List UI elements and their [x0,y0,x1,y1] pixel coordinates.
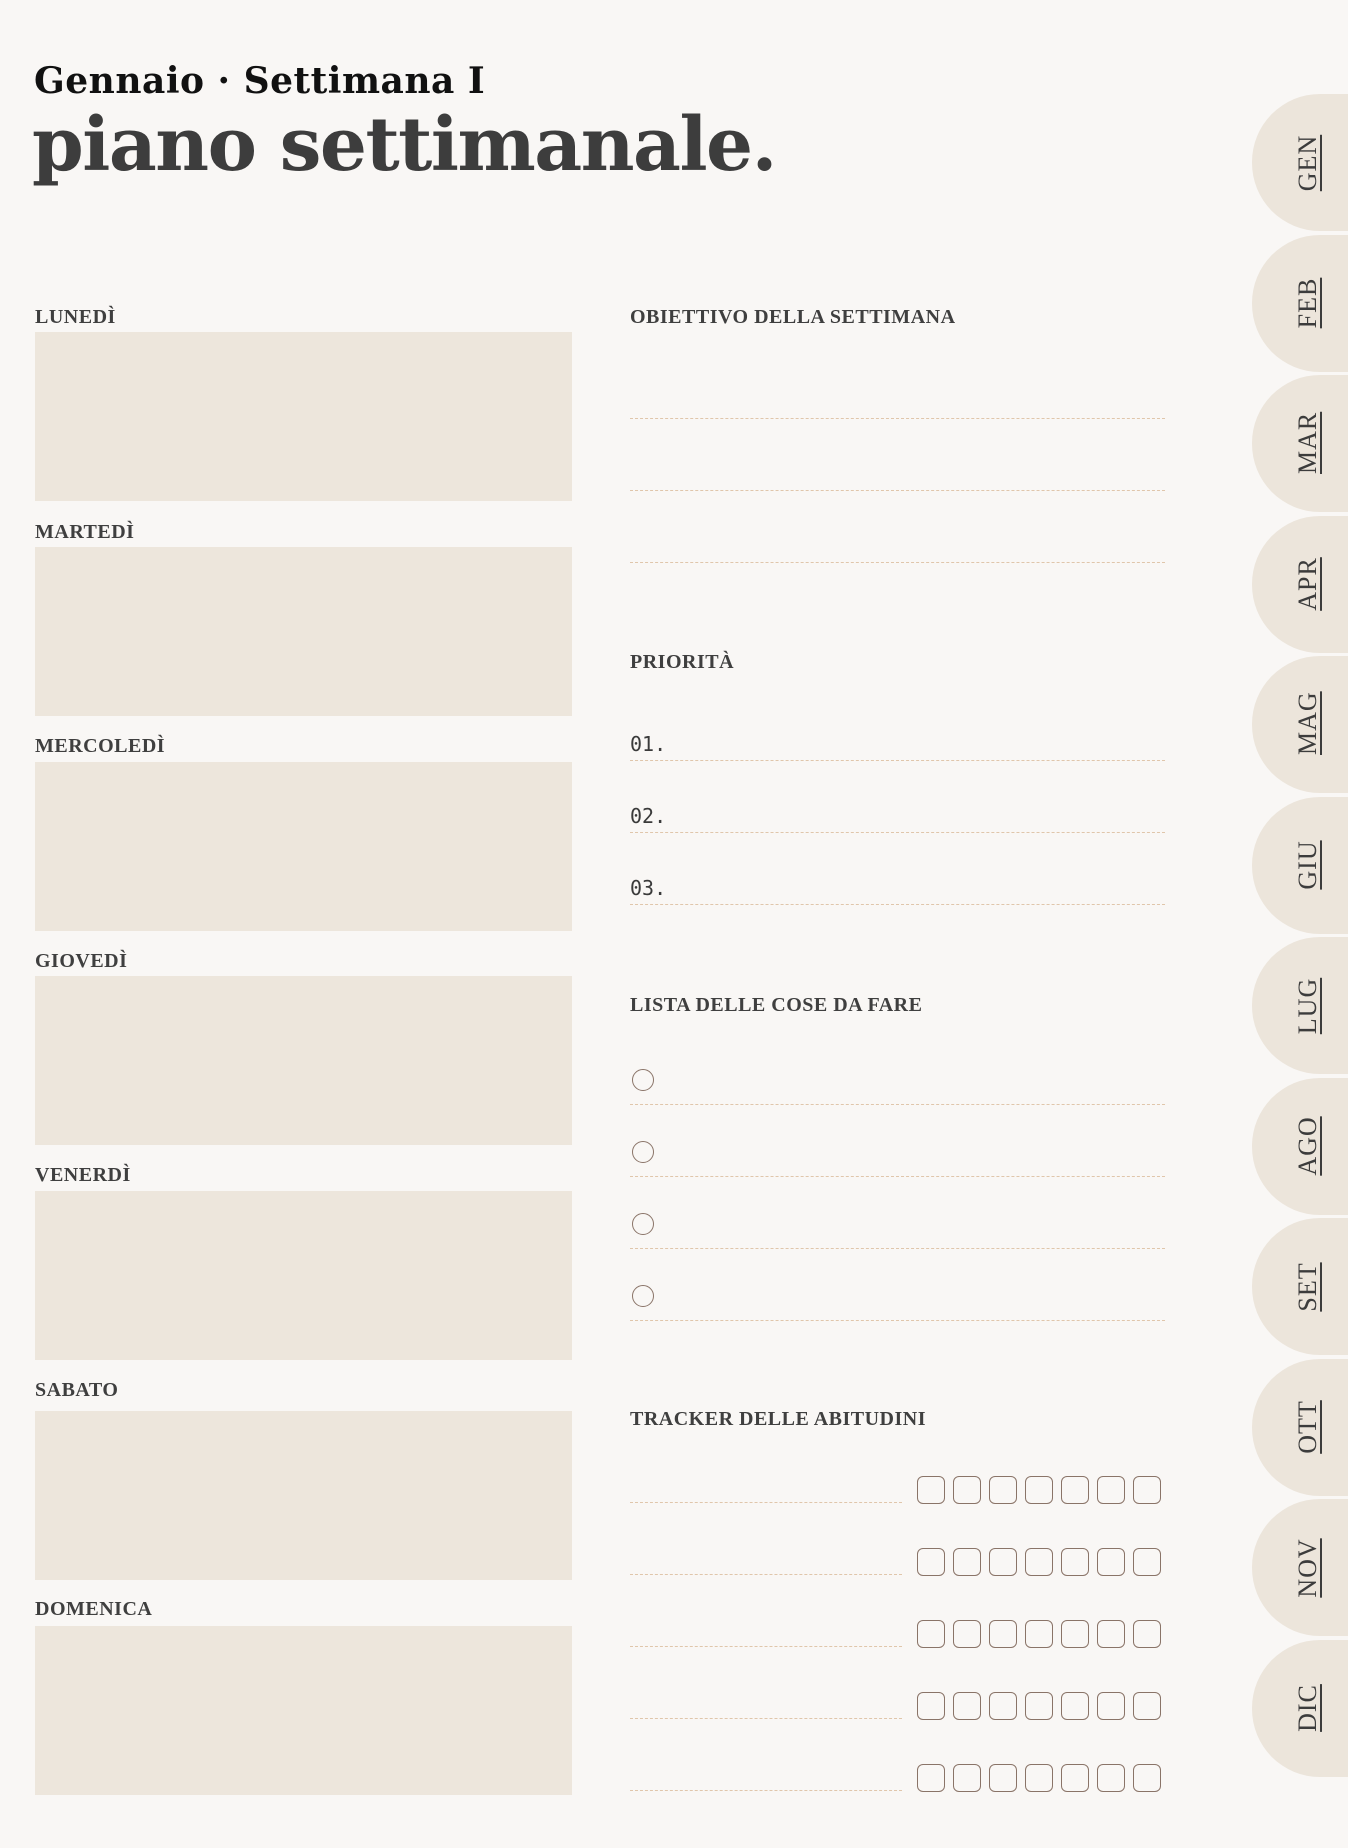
habit-checkbox[interactable] [1133,1476,1161,1504]
priority-line[interactable] [630,832,1165,833]
month-tab-set[interactable] [1252,1218,1348,1355]
habit-checkbox[interactable] [1061,1476,1089,1504]
todo-line[interactable] [630,1176,1165,1177]
habit-checkbox[interactable] [1097,1476,1125,1504]
habit-checkbox[interactable] [1061,1548,1089,1576]
month-tab-mag[interactable] [1252,656,1348,793]
todo-checkbox[interactable] [632,1141,654,1163]
habit-checkbox[interactable] [917,1764,945,1792]
day-notes-box[interactable] [35,976,572,1145]
goal-line[interactable] [630,490,1165,491]
todo-line[interactable] [630,1248,1165,1249]
day-notes-box[interactable] [35,1626,572,1795]
priority-number: 03. [630,876,667,900]
priorities-label: PRIORITÀ [630,651,735,673]
habit-name-line[interactable] [630,1790,902,1791]
priority-number: 02. [630,804,667,828]
month-tab-label: SET [1293,1261,1322,1312]
month-tab-ott[interactable] [1252,1359,1348,1496]
habit-checkbox[interactable] [953,1764,981,1792]
habit-checkbox[interactable] [1025,1620,1053,1648]
habit-checkbox-row [917,1548,1161,1576]
habit-checkbox[interactable] [917,1476,945,1504]
habit-checkbox[interactable] [953,1548,981,1576]
habit-name-line[interactable] [630,1502,902,1503]
day-label: LUNEDÌ [35,306,116,328]
page-subtitle: Gennaio · Settimana I [34,60,486,102]
habit-tracker-label: TRACKER DELLE ABITUDINI [630,1408,927,1430]
habit-checkbox[interactable] [1025,1476,1053,1504]
month-tab-label: FEB [1293,277,1322,329]
day-label: VENERDÌ [35,1164,131,1186]
month-tab-label: MAR [1293,411,1322,474]
habit-checkbox-row [917,1764,1161,1792]
month-tab-nov[interactable] [1252,1499,1348,1636]
habit-checkbox[interactable] [917,1692,945,1720]
habit-checkbox[interactable] [953,1620,981,1648]
day-notes-box[interactable] [35,547,572,716]
day-label: MARTEDÌ [35,521,135,543]
habit-checkbox[interactable] [953,1692,981,1720]
month-tab-feb[interactable] [1252,235,1348,372]
todo-checkbox[interactable] [632,1069,654,1091]
priority-line[interactable] [630,904,1165,905]
habit-name-line[interactable] [630,1574,902,1575]
habit-checkbox-row [917,1620,1161,1648]
habit-checkbox[interactable] [917,1620,945,1648]
habit-checkbox[interactable] [1097,1692,1125,1720]
todo-checkbox[interactable] [632,1213,654,1235]
todo-line[interactable] [630,1320,1165,1321]
month-tab-ago[interactable] [1252,1078,1348,1215]
habit-checkbox[interactable] [1133,1620,1161,1648]
month-tab-lug[interactable] [1252,937,1348,1074]
day-label: DOMENICA [35,1598,153,1620]
todo-checkbox[interactable] [632,1285,654,1307]
month-tab-label: AGO [1293,1116,1322,1176]
habit-checkbox[interactable] [1061,1692,1089,1720]
todo-line[interactable] [630,1104,1165,1105]
habit-name-line[interactable] [630,1718,902,1719]
habit-checkbox[interactable] [989,1620,1017,1648]
day-notes-box[interactable] [35,332,572,501]
habit-checkbox[interactable] [1025,1548,1053,1576]
habit-checkbox-row [917,1476,1161,1504]
day-notes-box[interactable] [35,1411,572,1580]
month-tab-label: DIC [1293,1684,1322,1732]
habit-checkbox[interactable] [917,1548,945,1576]
habit-checkbox[interactable] [1133,1548,1161,1576]
month-tab-dic[interactable] [1252,1640,1348,1777]
month-tab-label: LUG [1293,977,1322,1034]
habit-checkbox[interactable] [1133,1692,1161,1720]
goal-line[interactable] [630,418,1165,419]
habit-checkbox[interactable] [1061,1764,1089,1792]
habit-checkbox[interactable] [1097,1764,1125,1792]
habit-checkbox[interactable] [1025,1692,1053,1720]
goal-label: OBIETTIVO DELLA SETTIMANA [630,306,956,328]
habit-checkbox[interactable] [989,1476,1017,1504]
month-tab-apr[interactable] [1252,516,1348,653]
day-notes-box[interactable] [35,762,572,931]
month-tab-label: MAG [1293,690,1322,755]
habit-checkbox[interactable] [1097,1548,1125,1576]
month-tab-mar[interactable] [1252,375,1348,512]
habit-checkbox[interactable] [1025,1764,1053,1792]
month-tab-label: NOV [1293,1537,1322,1598]
habit-checkbox-row [917,1692,1161,1720]
habit-checkbox[interactable] [989,1548,1017,1576]
day-label: SABATO [35,1379,119,1401]
habit-checkbox[interactable] [1133,1764,1161,1792]
day-notes-box[interactable] [35,1191,572,1360]
day-label: MERCOLEDÌ [35,735,166,757]
habit-checkbox[interactable] [989,1692,1017,1720]
habit-name-line[interactable] [630,1646,902,1647]
goal-line[interactable] [630,562,1165,563]
habit-checkbox[interactable] [953,1476,981,1504]
month-tab-label: GEN [1293,134,1322,191]
month-tab-gen[interactable] [1252,94,1348,231]
month-tab-label: GIU [1293,840,1322,890]
habit-checkbox[interactable] [1097,1620,1125,1648]
habit-checkbox[interactable] [1061,1620,1089,1648]
habit-checkbox[interactable] [989,1764,1017,1792]
month-tab-label: APR [1293,557,1322,611]
month-tab-label: OTT [1293,1400,1322,1454]
month-tab-giu[interactable] [1252,797,1348,934]
page-title: piano settimanale. [32,102,776,188]
day-label: GIOVEDÌ [35,950,128,972]
priority-line[interactable] [630,760,1165,761]
todo-label: LISTA DELLE COSE DA FARE [630,994,923,1016]
priority-number: 01. [630,732,667,756]
